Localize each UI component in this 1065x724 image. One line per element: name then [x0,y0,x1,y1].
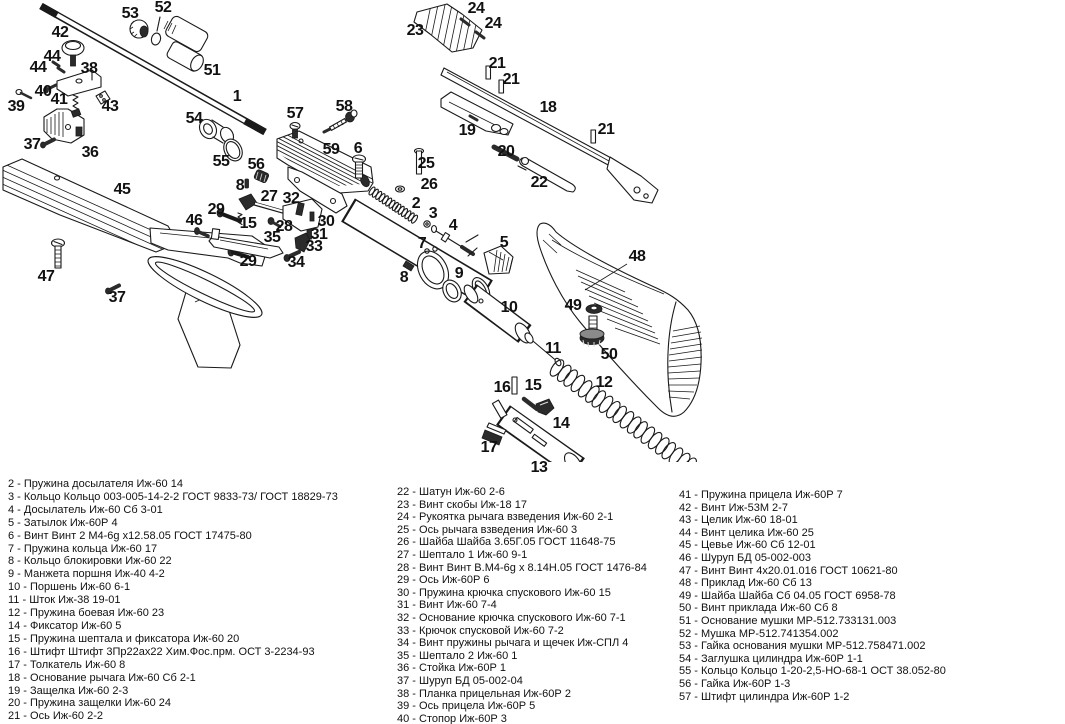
part-callout-11: 11 [545,340,561,357]
parts-list-item: 25 - Ось рычага взведения Иж-60 3 [397,523,578,536]
parts-list-item: 9 - Манжета поршня Иж-40 4-2 [8,568,165,581]
part-callout-24: 24 [484,15,502,32]
parts-list-item: 11 - Шток Иж-38 19-01 [8,594,121,607]
parts-list-item: 28 - Винт Винт В.М4-6g х 8.14Н.05 ГОСТ 1476-84 [397,561,647,574]
parts-list-item: 5 - Затылок Иж-60Р 4 [8,516,118,529]
part-washer-49 [586,305,602,314]
part-callout-4: 4 [448,217,458,234]
part-callout-36: 36 [81,144,99,161]
part-callout-46: 46 [185,212,203,229]
parts-list-item: 17 - Толкатель Иж-60 8 [8,658,126,671]
part-screw-47-shaft [54,242,62,269]
part-callout-29: 29 [239,253,257,270]
part-callout-8: 8 [235,177,245,194]
parts-list-item: 48 - Приклад Иж-60 Сб 13 [679,577,812,590]
part-callout-13: 13 [530,459,548,476]
part-callout-1: 1 [232,88,242,105]
part-callout-55: 55 [212,153,230,170]
parts-list-item: 47 - Винт Винт 4х20.01.016 ГОСТ 10621-80 [679,564,898,577]
part-callout-21: 21 [502,71,520,88]
part-callout-52: 52 [154,0,172,16]
parts-list-item: 19 - Защелка Иж-60 2-3 [8,684,129,697]
parts-list-item: 53 - Гайка основания мушки МР-512.758471.002 [679,640,926,653]
part-callout-23: 23 [406,22,424,39]
parts-list-item: 56 - Гайка Иж-60Р 1-3 [679,677,791,690]
parts-list-item: 34 - Винт пружины рычага и щечек Иж-СПЛ 4 [397,637,629,650]
parts-list-item: 32 - Основание крючка спускового Иж-60 7-1 [397,611,626,624]
part-latch-19 [441,92,513,135]
part-pin-21c [591,130,596,143]
part-callout-51: 51 [203,62,221,79]
part-pin-16 [512,377,517,394]
part-buttcap-5 [484,246,513,274]
parts-list-item: 33 - Крючок спусковой Иж-60 7-2 [397,624,564,637]
parts-list-item: 54 - Заглушка цилиндра Иж-60Р 1-1 [679,652,863,665]
parts-list-item: 3 - Кольцо Кольцо 003-005-14-2-2 ГОСТ 9833-73/ ГОСТ 18829-73 [8,490,338,503]
parts-list-item: 6 - Винт Винт 2 М4-6g х12.58.05 ГОСТ 17475-80 [8,529,252,542]
part-callout-20: 20 [497,143,515,160]
part-callout-44: 44 [43,48,61,65]
part-callout-38: 38 [80,60,98,77]
parts-list-item: 14 - Фиксатор Иж-60 5 [8,619,122,632]
parts-list-item: 55 - Кольцо Кольцо 1-20-2,5-НО-68-1 ОСТ 38.052-80 [679,665,946,678]
part-callout-22: 22 [530,174,548,191]
part-callout-34: 34 [287,254,305,271]
parts-list-item: 31 - Винт Иж-60 7-4 [397,599,497,612]
part-pin-15b [524,399,537,409]
parts-list-item: 4 - Досылатель Иж-60 Сб 3-01 [8,503,163,516]
part-callout-19: 19 [458,122,476,139]
part-callout-35: 35 [263,229,281,246]
part-callout-24: 24 [467,0,485,17]
part-callout-41: 41 [50,91,68,108]
parts-list-item: 40 - Стопор Иж-60Р 3 [397,712,507,724]
part-callout-50: 50 [600,346,618,363]
parts-list-item: 45 - Цевье Иж-60 Сб 12-01 [679,539,816,552]
parts-list-item: 2 - Пружина досылателя Иж-60 14 [8,478,183,490]
part-callout-58: 58 [335,98,353,115]
parts-list-item: 37 - Шуруп БД 05-002-04 [397,674,523,687]
parts-list-item: 39 - Ось прицела Иж-60Р 5 [397,700,536,713]
part-buttstock [537,223,702,416]
part-callout-31: 31 [310,226,328,243]
parts-list-column-2 [397,486,647,724]
part-callout-39: 39 [7,98,25,115]
parts-list-item: 43 - Целик Иж-60 18-01 [679,514,798,527]
part-callout-33: 33 [305,238,323,255]
part-callout-37: 37 [23,136,41,153]
part-callout-8: 8 [399,269,409,286]
part-callout-57: 57 [286,105,304,122]
parts-list-item: 30 - Пружина крючка спускового Иж-60 15 [397,586,611,599]
part-callout-7: 7 [417,235,427,252]
part-callout-18: 18 [539,99,557,116]
part-callout-2: 2 [411,195,421,212]
parts-list-item: 49 - Шайба Шайба Сб 04.05 ГОСТ 6958-78 [679,589,896,602]
part-callout-37: 37 [108,289,126,306]
part-callout-54: 54 [185,110,203,127]
part-callout-5: 5 [499,234,509,251]
part-callout-14: 14 [552,415,570,432]
part-latch-14 [536,399,554,415]
part-washer-26 [396,186,405,192]
parts-list-item: 16 - Штифт Штифт 3Пр22ах22 Хим.Фос.прм. ОСТ 3-2234-93 [8,645,315,658]
part-callout-16: 16 [493,379,511,396]
part-callout-59: 59 [322,141,340,158]
parts-list-item: 24 - Рукоятка рычага взведения Иж-60 2-1 [397,511,614,524]
part-piston-10 [461,283,533,346]
parts-list-item: 51 - Основание мушки МР-512.733131.003 [679,614,897,627]
parts-list-item: 10 - Поршень Иж-60 6-1 [8,581,131,594]
part-callout-44: 44 [29,59,47,76]
part-callout-6: 6 [353,140,363,157]
parts-list-item: 12 - Пружина боевая Иж-60 23 [8,607,165,620]
part-callout-47: 47 [37,268,55,285]
part-callout-15: 15 [524,377,542,394]
parts-list-item: 26 - Шайба Шайба 3.65Г.05 ГОСТ 11648-75 [397,536,616,549]
part-callout-3: 3 [428,205,438,222]
part-callout-32: 32 [282,190,300,207]
part-callout-29: 29 [207,201,225,218]
parts-list-item: 35 - Шептало 2 Иж-60 1 [397,649,518,662]
part-callout-48: 48 [628,248,646,265]
part-callout-15: 15 [239,215,257,232]
part-callout-21: 21 [488,55,506,72]
part-callout-56: 56 [247,156,265,173]
parts-list-item: 52 - Мушка МР-512.741354.002 [679,627,839,640]
part-pin-8a [245,179,249,188]
part-callout-40: 40 [34,83,52,100]
part-callout-28: 28 [275,218,293,235]
parts-list-item: 38 - Планка прицельная Иж-60Р 2 [397,687,571,700]
parts-list-item: 21 - Ось Иж-60 2-2 [8,710,103,723]
parts-list-item: 22 - Шатун Иж-60 2-6 [397,486,505,498]
part-callout-49: 49 [564,297,582,314]
part-callout-45: 45 [113,181,131,198]
part-callout-17: 17 [480,439,498,456]
parts-list-item: 8 - Кольцо блокировки Иж-60 22 [8,555,172,568]
part-callout-43: 43 [101,98,119,115]
parts-list-item: 29 - Ось Иж-60Р 6 [397,574,490,587]
part-callout-26: 26 [420,176,438,193]
part-callout-27: 27 [260,188,278,205]
parts-list-item: 41 - Пружина прицела Иж-60Р 7 [679,489,843,501]
part-callout-42: 42 [51,24,69,41]
parts-list-item: 36 - Стойка Иж-60Р 1 [397,662,507,675]
parts-list-item: 50 - Винт приклада Иж-60 Сб 8 [679,602,838,615]
part-callout-53: 53 [121,5,139,22]
part-callout-21: 21 [597,121,615,138]
part-callout-30: 30 [317,213,335,230]
parts-list-item: 42 - Винт Иж-53М 2-7 [679,501,788,514]
parts-list-item: 44 - Винт целика Иж-60 25 [679,526,814,539]
parts-list-item: 15 - Пружина шептала и фиксатора Иж-60 20 [8,632,240,645]
parts-list-item: 57 - Штифт цилиндра Иж-60Р 1-2 [679,690,850,703]
parts-list-item: 20 - Пружина защелки Иж-60 24 [8,697,172,710]
parts-list-item: 27 - Шептало 1 Иж-60 9-1 [397,548,528,561]
part-forend [0,159,268,368]
parts-list-column-3 [679,489,946,703]
parts-list-item: 18 - Основание рычага Иж-60 Сб 2-1 [8,671,196,684]
part-callout-9: 9 [454,265,464,282]
part-callout-25: 25 [417,155,435,172]
part-callout-10: 10 [500,299,518,316]
parts-list-item: 46 - Шуруп БД 05-002-003 [679,551,811,564]
parts-list-column-1 [8,478,338,723]
part-callout-12: 12 [595,374,613,391]
parts-list-item: 23 - Винт скобы Иж-18 17 [397,498,527,511]
parts-list-item: 7 - Пружина кольца Иж-60 17 [8,542,158,555]
